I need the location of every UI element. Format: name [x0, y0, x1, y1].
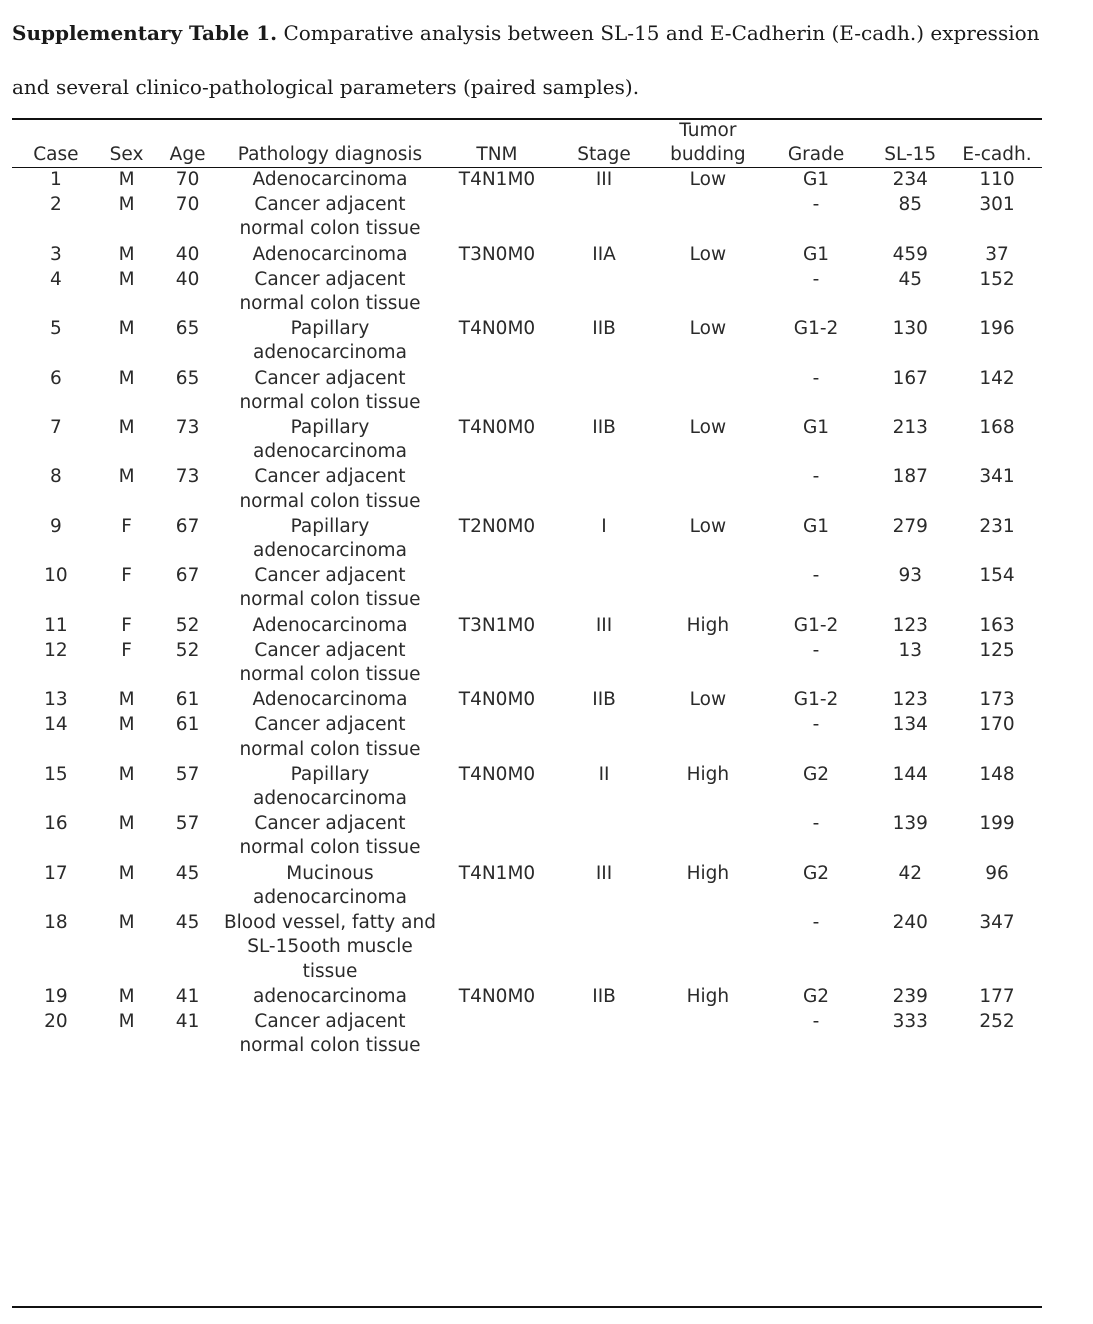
cell-stage: [556, 267, 652, 316]
header-case: Case: [33, 144, 79, 165]
cell-sl15: 333: [892, 1010, 928, 1032]
cell-tnm: T3N1M0: [458, 614, 536, 636]
cell-grade: -: [812, 639, 820, 661]
cell-sl15: 239: [892, 985, 928, 1007]
cell-pathology: Papillary adenocarcinoma: [252, 763, 407, 810]
cell-age: 73: [175, 417, 200, 439]
cell-pathology: Cancer adjacent normal colon tissue: [239, 466, 421, 512]
cell-grade: G1-2: [793, 689, 839, 711]
cell-sl15: 213: [892, 417, 928, 439]
cell-age: 70: [175, 194, 200, 216]
table-bottom-rule: [12, 1306, 1042, 1308]
cell-age: 67: [175, 565, 200, 587]
cell-budding: Low: [689, 243, 727, 265]
cell-case: 9: [50, 515, 62, 537]
cell-sex: M: [118, 169, 135, 190]
cell-case: 4: [50, 268, 62, 290]
cell-age: 57: [175, 763, 200, 785]
cell-budding: High: [686, 763, 730, 785]
cell-sex: M: [118, 763, 135, 785]
cell-case: 16: [44, 813, 68, 835]
header-pathology: Pathology diagnosis: [237, 144, 423, 165]
table-row: [12, 687, 1042, 712]
cell-age: 40: [175, 243, 200, 265]
cell-sl15: 134: [892, 714, 928, 736]
table-row: [12, 192, 1042, 241]
table-row: [12, 563, 1042, 612]
cell-stage: [556, 464, 652, 513]
table-row: [12, 1009, 1042, 1058]
cell-budding: Low: [689, 689, 727, 711]
cell-sex: M: [118, 1010, 135, 1032]
cell-budding: High: [686, 614, 730, 636]
cell-ecadh: 163: [979, 614, 1015, 636]
cell-age: 73: [175, 466, 200, 488]
cell-stage: [556, 1009, 652, 1058]
table-body: [12, 167, 1042, 1058]
cell-case: 14: [44, 714, 68, 736]
cell-case: 10: [44, 565, 68, 587]
cell-sex: F: [121, 639, 132, 661]
cell-ecadh: 196: [979, 318, 1015, 340]
cell-tnm: [438, 712, 556, 761]
cell-case: 6: [50, 367, 62, 389]
table-row: [12, 984, 1042, 1009]
cell-stage: [556, 910, 652, 984]
table-row: [12, 910, 1042, 984]
cell-budding: [652, 712, 763, 761]
cell-pathology: Adenocarcinoma: [252, 169, 408, 190]
header-sl15: SL-15: [884, 144, 937, 165]
cell-pathology: Blood vessel, fatty and SL-15ooth muscle tissue: [223, 912, 436, 982]
cell-sex: F: [121, 614, 132, 636]
cell-age: 52: [175, 639, 200, 661]
cell-age: 65: [175, 318, 200, 340]
cell-age: 41: [175, 985, 200, 1007]
cell-ecadh: 170: [979, 714, 1015, 736]
cell-pathology: Adenocarcinoma: [252, 614, 408, 636]
cell-tnm: [438, 563, 556, 612]
cell-sl15: 13: [898, 639, 922, 661]
cell-sl15: 130: [892, 318, 928, 340]
cell-age: 65: [175, 367, 200, 389]
cell-ecadh: 252: [979, 1010, 1015, 1032]
cell-pathology: Papillary adenocarcinoma: [252, 318, 407, 364]
cell-grade: G1-2: [793, 614, 839, 636]
cell-sex: M: [118, 194, 135, 216]
cell-budding: High: [686, 985, 730, 1007]
cell-age: 61: [175, 689, 200, 711]
cell-stage: [556, 638, 652, 687]
cell-grade: G1: [802, 515, 830, 537]
cell-tnm: [438, 811, 556, 860]
cell-pathology: Adenocarcinoma: [252, 243, 408, 265]
cell-case: 7: [50, 417, 62, 439]
table-row: [12, 267, 1042, 316]
cell-pathology: Cancer adjacent normal colon tissue: [239, 714, 421, 760]
header-ecadh: E-cadh.: [962, 144, 1032, 165]
table-row: [12, 242, 1042, 267]
table-row: [12, 762, 1042, 811]
cell-budding: Low: [689, 318, 727, 340]
cell-grade: G2: [802, 862, 830, 884]
cell-age: 41: [175, 1010, 200, 1032]
table-row: [12, 415, 1042, 464]
cell-stage: IIB: [592, 985, 616, 1007]
cell-age: 40: [175, 268, 200, 290]
header-age: Age: [169, 144, 206, 165]
table-row: [12, 366, 1042, 415]
cell-sl15: 123: [892, 689, 928, 711]
cell-sex: M: [118, 466, 135, 488]
cell-age: 61: [175, 714, 200, 736]
cell-budding: [652, 811, 763, 860]
cell-ecadh: 347: [979, 912, 1015, 934]
cell-age: 52: [175, 614, 200, 636]
cell-sex: F: [121, 515, 132, 537]
cell-ecadh: 301: [979, 194, 1015, 216]
table-row: [12, 464, 1042, 513]
cell-stage: II: [598, 763, 610, 785]
cell-sex: F: [121, 565, 132, 587]
cell-ecadh: 341: [979, 466, 1015, 488]
cell-grade: G2: [802, 763, 830, 785]
cell-sex: M: [118, 862, 135, 884]
cell-case: 2: [50, 194, 62, 216]
cell-grade: -: [812, 1010, 820, 1032]
cell-pathology: Cancer adjacent normal colon tissue: [239, 565, 421, 611]
cell-pathology: Adenocarcinoma: [252, 689, 408, 711]
cell-ecadh: 110: [979, 169, 1015, 190]
cell-sl15: 240: [892, 912, 928, 934]
cell-budding: [652, 267, 763, 316]
cell-budding: [652, 910, 763, 984]
cell-case: 19: [44, 985, 68, 1007]
cell-grade: -: [812, 194, 820, 216]
cell-sl15: 93: [898, 565, 922, 587]
cell-budding: [652, 366, 763, 415]
cell-tnm: [438, 464, 556, 513]
cell-tnm: T4N0M0: [458, 763, 536, 785]
cell-stage: [556, 192, 652, 241]
table-row: [12, 316, 1042, 365]
cell-grade: G1: [802, 417, 830, 439]
cell-ecadh: 199: [979, 813, 1015, 835]
cell-stage: [556, 563, 652, 612]
cell-budding: [652, 192, 763, 241]
cell-grade: -: [812, 714, 820, 736]
cell-tnm: [438, 910, 556, 984]
cell-case: 8: [50, 466, 62, 488]
cell-budding: High: [686, 862, 730, 884]
cell-pathology: Mucinous adenocarcinoma: [252, 862, 407, 908]
table-row: [12, 613, 1042, 638]
cell-sl15: 234: [892, 169, 928, 190]
cell-ecadh: 168: [979, 417, 1015, 439]
cell-sex: M: [118, 268, 135, 290]
cell-sl15: 167: [892, 367, 928, 389]
cell-grade: G2: [802, 985, 830, 1007]
table-row: [12, 861, 1042, 910]
cell-sl15: 123: [892, 614, 928, 636]
cell-case: 15: [44, 763, 68, 785]
cell-tnm: T4N1M0: [458, 169, 536, 190]
cell-sl15: 85: [898, 194, 922, 216]
cell-pathology: Papillary adenocarcinoma: [252, 515, 407, 562]
cell-age: 70: [175, 169, 200, 190]
cell-stage: IIB: [592, 417, 616, 439]
cell-grade: -: [812, 367, 820, 389]
cell-budding: [652, 563, 763, 612]
cell-sex: M: [118, 367, 135, 389]
cell-sl15: 42: [898, 862, 922, 884]
cell-tnm: T3N0M0: [458, 243, 536, 265]
table-row: [12, 514, 1042, 563]
cell-stage: III: [595, 862, 613, 884]
table-row: [12, 712, 1042, 761]
cell-budding: Low: [689, 169, 727, 190]
cell-tnm: [438, 1009, 556, 1058]
cell-sex: M: [118, 813, 135, 835]
cell-sex: M: [118, 318, 135, 340]
cell-age: 45: [175, 862, 200, 884]
header-sex: Sex: [109, 144, 144, 165]
header-budding: Tumor budding: [670, 120, 746, 165]
cell-tnm: [438, 267, 556, 316]
cell-age: 67: [175, 515, 200, 537]
cell-grade: -: [812, 466, 820, 488]
cell-ecadh: 177: [979, 985, 1015, 1007]
cell-stage: [556, 366, 652, 415]
cell-grade: -: [812, 813, 820, 835]
cell-case: 3: [50, 243, 62, 265]
cell-case: 20: [44, 1010, 68, 1032]
cell-pathology: Cancer adjacent normal colon tissue: [239, 268, 421, 315]
header-tnm: TNM: [476, 144, 518, 165]
cell-stage: III: [595, 169, 613, 190]
cell-case: 17: [44, 862, 68, 884]
caption-text: Comparative analysis between SL-15 and E-Cadherin (E-cadh.) expression and several clinico-pathological parameters (paired samples).: [12, 21, 1040, 99]
cell-grade: G1: [802, 169, 830, 190]
cell-pathology: Cancer adjacent normal colon tissue: [239, 1010, 421, 1057]
cell-ecadh: 231: [979, 515, 1015, 537]
cell-ecadh: 148: [979, 763, 1015, 785]
cell-case: 5: [50, 318, 62, 340]
cell-sl15: 144: [892, 763, 928, 785]
cell-budding: [652, 464, 763, 513]
header-stage: Stage: [577, 144, 631, 165]
cell-budding: [652, 638, 763, 687]
cell-stage: IIB: [592, 689, 616, 711]
table-caption: [12, 6, 1072, 114]
cell-sl15: 279: [892, 515, 928, 537]
caption-label: Supplementary Table 1.: [12, 21, 278, 45]
cell-age: 45: [175, 912, 200, 934]
cell-ecadh: 173: [979, 689, 1015, 711]
cell-case: 18: [44, 912, 68, 934]
cell-tnm: T4N1M0: [458, 862, 536, 884]
cell-stage: III: [595, 614, 613, 636]
cell-grade: G1-2: [793, 318, 839, 340]
cell-pathology: Cancer adjacent normal colon tissue: [239, 639, 421, 686]
cell-ecadh: 152: [979, 268, 1015, 290]
cell-tnm: T2N0M0: [458, 515, 536, 537]
cell-stage: [556, 712, 652, 761]
cell-sex: M: [118, 243, 135, 265]
cell-stage: I: [601, 515, 607, 537]
cell-pathology: Cancer adjacent normal colon tissue: [239, 813, 421, 859]
header-grade: Grade: [787, 144, 845, 165]
cell-tnm: [438, 638, 556, 687]
cell-pathology: Cancer adjacent normal colon tissue: [239, 367, 421, 413]
table-row: [12, 638, 1042, 687]
cell-case: 12: [44, 639, 68, 661]
cell-ecadh: 142: [979, 367, 1015, 389]
cell-age: 57: [175, 813, 200, 835]
cell-ecadh: 154: [979, 565, 1015, 587]
data-table: [12, 119, 1042, 1058]
cell-stage: [556, 811, 652, 860]
cell-ecadh: 37: [985, 243, 1009, 265]
cell-tnm: T4N0M0: [458, 417, 536, 439]
cell-sl15: 187: [892, 466, 928, 488]
cell-sex: M: [118, 417, 135, 439]
cell-sl15: 459: [892, 243, 928, 265]
cell-ecadh: 96: [985, 862, 1009, 884]
cell-tnm: T4N0M0: [458, 689, 536, 711]
cell-sex: M: [118, 985, 135, 1007]
cell-case: 1: [50, 169, 62, 190]
header-row: [12, 119, 1042, 167]
cell-grade: G1: [802, 243, 830, 265]
cell-pathology: Cancer adjacent normal colon tissue: [239, 194, 421, 240]
cell-tnm: T4N0M0: [458, 318, 536, 340]
cell-tnm: [438, 192, 556, 241]
cell-sex: M: [118, 689, 135, 711]
cell-sex: M: [118, 912, 135, 934]
cell-pathology: Papillary adenocarcinoma: [252, 417, 407, 463]
cell-stage: IIA: [592, 243, 616, 265]
cell-tnm: [438, 366, 556, 415]
cell-stage: IIB: [592, 318, 616, 340]
cell-sl15: 45: [898, 268, 922, 290]
cell-sl15: 139: [892, 813, 928, 835]
table-row: [12, 811, 1042, 860]
cell-case: 13: [44, 689, 68, 711]
cell-budding: Low: [689, 417, 727, 439]
cell-grade: -: [812, 912, 820, 934]
table-row: [12, 167, 1042, 192]
cell-case: 11: [44, 614, 68, 636]
cell-grade: -: [812, 268, 820, 290]
cell-sex: M: [118, 714, 135, 736]
cell-ecadh: 125: [979, 639, 1015, 661]
cell-grade: -: [812, 565, 820, 587]
cell-budding: Low: [689, 515, 727, 537]
cell-budding: [652, 1009, 763, 1058]
cell-tnm: T4N0M0: [458, 985, 536, 1007]
cell-pathology: adenocarcinoma: [252, 985, 407, 1007]
